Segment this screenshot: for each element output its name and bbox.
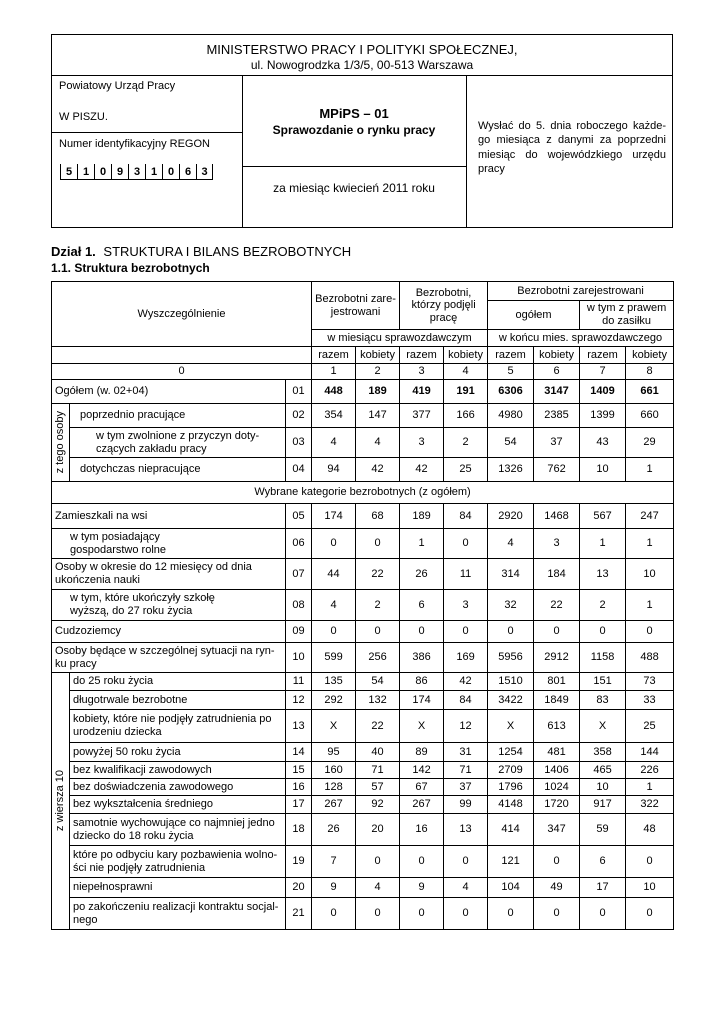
- row-number: 03: [286, 428, 312, 458]
- table-row: [52, 404, 674, 428]
- header-total: ogółem: [488, 301, 580, 330]
- regon-number: [60, 164, 213, 180]
- cell: 184: [534, 559, 580, 590]
- cell: 3: [400, 428, 444, 458]
- cell: 83: [580, 691, 626, 710]
- cell: 0: [400, 898, 444, 930]
- cell: 314: [488, 559, 534, 590]
- table-row: [52, 380, 674, 404]
- cell: 0: [626, 621, 674, 643]
- table-row: [52, 814, 674, 846]
- cell: 2912: [534, 643, 580, 673]
- cell: 0: [356, 846, 400, 878]
- cell: 10: [580, 458, 626, 482]
- cell: 1510: [488, 673, 534, 691]
- cell: 86: [400, 673, 444, 691]
- subsection-title: 1.1. Struktura bezrobotnych: [51, 261, 210, 275]
- cell: 4980: [488, 404, 534, 428]
- cell: 0: [626, 898, 674, 930]
- table-row: [52, 878, 674, 898]
- cell: 128: [312, 779, 356, 796]
- table-row: [52, 779, 674, 796]
- cell: 33: [626, 691, 674, 710]
- table-row: [52, 504, 674, 529]
- table-row: [52, 673, 674, 691]
- cell: 1406: [534, 762, 580, 779]
- col-number: 1: [312, 364, 356, 380]
- cell: 0: [356, 529, 400, 559]
- cell: 49: [534, 878, 580, 898]
- cell: 26: [312, 814, 356, 846]
- cell: 1: [626, 590, 674, 621]
- cell: 71: [444, 762, 488, 779]
- row-number: 12: [286, 691, 312, 710]
- cell: 1399: [580, 404, 626, 428]
- cell: 2709: [488, 762, 534, 779]
- cell: 481: [534, 743, 580, 762]
- row-label: bez kwalifikacji zawodowych: [70, 762, 286, 779]
- cell: 0: [444, 621, 488, 643]
- cell: 89: [400, 743, 444, 762]
- cell: 1: [626, 779, 674, 796]
- side-label: z wiersza 10: [54, 770, 67, 832]
- cell: 191: [444, 380, 488, 404]
- cell: 0: [626, 846, 674, 878]
- cell: 22: [534, 590, 580, 621]
- cell: 0: [488, 621, 534, 643]
- cell: 95: [312, 743, 356, 762]
- cell: 174: [400, 691, 444, 710]
- row-label: Ogółem (w. 02+04): [52, 380, 286, 404]
- header-center-divider: [242, 166, 466, 167]
- cell: 0: [488, 898, 534, 930]
- row-label: długotrwale bezrobotne: [70, 691, 286, 710]
- header-kobiety: kobiety: [444, 347, 488, 364]
- row-label: bez wykształcenia średniego: [70, 796, 286, 814]
- side-label-cell: [52, 404, 70, 482]
- cell: 377: [400, 404, 444, 428]
- cell: 599: [312, 643, 356, 673]
- table-row: [52, 643, 674, 673]
- header-razem: razem: [488, 347, 534, 364]
- table-row: [52, 529, 674, 559]
- header-divider: [51, 75, 673, 76]
- cell: 0: [356, 898, 400, 930]
- header-vline-1: [242, 75, 243, 228]
- cell: 2: [580, 590, 626, 621]
- col-number: 5: [488, 364, 534, 380]
- cell: 147: [356, 404, 400, 428]
- row-label: w tym zwolnione z przyczyn doty-czących zakładu pracy: [70, 428, 286, 458]
- cell: 347: [534, 814, 580, 846]
- cell: 1: [400, 529, 444, 559]
- cell: 59: [580, 814, 626, 846]
- header-kobiety: kobiety: [626, 347, 674, 364]
- cell: 7: [312, 846, 356, 878]
- cell: X: [580, 710, 626, 743]
- structure-table: [51, 281, 674, 930]
- cell: 135: [312, 673, 356, 691]
- cell: 37: [534, 428, 580, 458]
- cell: 0: [400, 621, 444, 643]
- row-number: 16: [286, 779, 312, 796]
- cell: 419: [400, 380, 444, 404]
- cell: 22: [356, 559, 400, 590]
- cell: 322: [626, 796, 674, 814]
- row-label: Osoby będące w szczególnej sytuacji na ryn-ku pracy: [52, 643, 286, 673]
- cell: 11: [444, 559, 488, 590]
- cell: 104: [488, 878, 534, 898]
- row-number: 04: [286, 458, 312, 482]
- report-period: za miesiąc kwiecień 2011 roku: [273, 181, 435, 195]
- section-title: [51, 244, 351, 259]
- header-registered-in-month: Bezrobotni zare-jestrowani: [312, 282, 400, 330]
- cell: 151: [580, 673, 626, 691]
- ministry-name: MINISTERSTWO PRACY I POLITYKI SPOŁECZNEJ,: [206, 42, 518, 57]
- cell: 42: [444, 673, 488, 691]
- table-row: [52, 796, 674, 814]
- header-employed: Bezrobotni, którzy podjęli pracę: [400, 282, 488, 330]
- row-label: do 25 roku życia: [70, 673, 286, 691]
- cell: 3422: [488, 691, 534, 710]
- cell: 92: [356, 796, 400, 814]
- cell: 762: [534, 458, 580, 482]
- ministry-address: ul. Nowogrodzka 1/3/5, 00-513 Warszawa: [250, 58, 474, 72]
- cell: 16: [400, 814, 444, 846]
- cell: 3147: [534, 380, 580, 404]
- cell: 29: [626, 428, 674, 458]
- cell: X: [400, 710, 444, 743]
- row-number: 17: [286, 796, 312, 814]
- cell: 661: [626, 380, 674, 404]
- cell: 84: [444, 691, 488, 710]
- cell: 10: [626, 559, 674, 590]
- regon-label: Numer identyfikacyjny REGON: [59, 138, 210, 150]
- col-number: 2: [356, 364, 400, 380]
- categories-heading: Wybrane kategorie bezrobotnych (z ogółem): [52, 482, 674, 504]
- row-label: które po odbyciu kary pozbawienia wolno-ści nie podjęły zatrudnienia: [70, 846, 286, 878]
- row-label: po zakończeniu realizacji kontraktu socjal-nego: [70, 898, 286, 930]
- cell: 465: [580, 762, 626, 779]
- cell: 226: [626, 762, 674, 779]
- header-description: Wyszczególnienie: [52, 282, 312, 347]
- header-vline-2: [466, 75, 467, 228]
- col-number: 6: [534, 364, 580, 380]
- cell: 57: [356, 779, 400, 796]
- row-number: 19: [286, 846, 312, 878]
- cell: 4: [488, 529, 534, 559]
- cell: 121: [488, 846, 534, 878]
- table-row: [52, 428, 674, 458]
- cell: 17: [580, 878, 626, 898]
- cell: 37: [444, 779, 488, 796]
- row-number: 05: [286, 504, 312, 529]
- cell: 4: [312, 428, 356, 458]
- header-period-month: w miesiącu sprawozdawczym: [312, 330, 488, 347]
- table-row: [52, 559, 674, 590]
- form-title: Sprawozdanie o rynku pracy: [272, 123, 436, 137]
- cell: 12: [444, 710, 488, 743]
- regon-digit: 1: [145, 164, 162, 180]
- cell: 42: [400, 458, 444, 482]
- cell: 0: [580, 898, 626, 930]
- table-row: [52, 762, 674, 779]
- cell: 68: [356, 504, 400, 529]
- cell: 1024: [534, 779, 580, 796]
- col-number: 4: [444, 364, 488, 380]
- row-label: powyżej 50 roku życia: [70, 743, 286, 762]
- side-label-cell: [52, 673, 70, 930]
- row-label: niepełnosprawni: [70, 878, 286, 898]
- section-number: Dział 1.: [51, 244, 96, 259]
- row-label: samotnie wychowujące co najmniej jedno dziecko do 18 roku życia: [70, 814, 286, 846]
- row-number: 01: [286, 380, 312, 404]
- cell: 247: [626, 504, 674, 529]
- cell: 43: [580, 428, 626, 458]
- cell: 22: [356, 710, 400, 743]
- cell: 801: [534, 673, 580, 691]
- table-row: [52, 898, 674, 930]
- cell: 1468: [534, 504, 580, 529]
- cell: 414: [488, 814, 534, 846]
- row-label: poprzednio pracujące: [70, 404, 286, 428]
- cell: 54: [488, 428, 534, 458]
- cell: 1409: [580, 380, 626, 404]
- cell: 1: [580, 529, 626, 559]
- cell: 613: [534, 710, 580, 743]
- col-number: 0: [52, 364, 312, 380]
- row-number: 20: [286, 878, 312, 898]
- regon-digit: 0: [94, 164, 111, 180]
- cell: 71: [356, 762, 400, 779]
- cell: 0: [534, 846, 580, 878]
- cell: 1326: [488, 458, 534, 482]
- row-number: 08: [286, 590, 312, 621]
- row-number: 09: [286, 621, 312, 643]
- cell: 160: [312, 762, 356, 779]
- table-row: [52, 621, 674, 643]
- row-label: Cudzoziemcy: [52, 621, 286, 643]
- cell: 73: [626, 673, 674, 691]
- cell: 67: [400, 779, 444, 796]
- row-label: Zamieszkali na wsi: [52, 504, 286, 529]
- cell: 4: [356, 428, 400, 458]
- cell: 189: [356, 380, 400, 404]
- row-label: Osoby w okresie do 12 miesięcy od dnia ukończenia nauki: [52, 559, 286, 590]
- cell: 84: [444, 504, 488, 529]
- regon-digit: 9: [111, 164, 128, 180]
- cell: 25: [444, 458, 488, 482]
- cell: 13: [444, 814, 488, 846]
- row-label: w tym posiadający gospodarstwo rolne: [52, 529, 286, 559]
- cell: 25: [626, 710, 674, 743]
- cell: X: [488, 710, 534, 743]
- cell: 26: [400, 559, 444, 590]
- cell: 4: [356, 878, 400, 898]
- office-name: Powiatowy Urząd Pracy: [59, 80, 176, 92]
- cell: 354: [312, 404, 356, 428]
- cell: 42: [356, 458, 400, 482]
- cell: 2: [444, 428, 488, 458]
- cell: 0: [356, 621, 400, 643]
- cell: 660: [626, 404, 674, 428]
- table-row: [52, 743, 674, 762]
- submission-instructions: Wysłać do 5. dnia roboczego każde-go miesiąca z danymi za poprzedni miesiąc do wojewódzkiego urzędu pracy: [478, 120, 666, 175]
- row-number: 11: [286, 673, 312, 691]
- cell: 13: [580, 559, 626, 590]
- cell: 6: [580, 846, 626, 878]
- cell: 0: [444, 846, 488, 878]
- row-number: 18: [286, 814, 312, 846]
- cell: 0: [312, 898, 356, 930]
- cell: 0: [312, 529, 356, 559]
- cell: 0: [444, 529, 488, 559]
- regon-digit: 6: [179, 164, 196, 180]
- row-number: 13: [286, 710, 312, 743]
- section-name: STRUKTURA I BILANS BEZROBOTNYCH: [103, 244, 352, 259]
- table-row: [52, 691, 674, 710]
- header-razem: razem: [312, 347, 356, 364]
- cell: 2385: [534, 404, 580, 428]
- cell: 4148: [488, 796, 534, 814]
- row-number: 02: [286, 404, 312, 428]
- cell: 99: [444, 796, 488, 814]
- side-label: z tego osoby: [54, 411, 67, 474]
- cell: 32: [488, 590, 534, 621]
- row-number: 10: [286, 643, 312, 673]
- header-spacer: [52, 347, 312, 364]
- cell: 358: [580, 743, 626, 762]
- cell: 48: [626, 814, 674, 846]
- row-label: bez doświadczenia zawodowego: [70, 779, 286, 796]
- cell: 10: [580, 779, 626, 796]
- row-number: 15: [286, 762, 312, 779]
- col-number: 7: [580, 364, 626, 380]
- cell: 1849: [534, 691, 580, 710]
- cell: 6306: [488, 380, 534, 404]
- table-row: [52, 458, 674, 482]
- cell: 267: [400, 796, 444, 814]
- cell: 1254: [488, 743, 534, 762]
- cell: 169: [444, 643, 488, 673]
- row-number: 06: [286, 529, 312, 559]
- form-code: MPiPS – 01: [319, 106, 389, 121]
- cell: 9: [312, 878, 356, 898]
- cell: 20: [356, 814, 400, 846]
- header-kobiety: kobiety: [534, 347, 580, 364]
- regon-digit: 5: [60, 164, 77, 180]
- table-row: [52, 710, 674, 743]
- cell: 1158: [580, 643, 626, 673]
- cell: 2: [356, 590, 400, 621]
- cell: 2920: [488, 504, 534, 529]
- cell: 386: [400, 643, 444, 673]
- cell: 31: [444, 743, 488, 762]
- office-city: W PISZU.: [59, 111, 108, 123]
- cell: 44: [312, 559, 356, 590]
- cell: 4: [312, 590, 356, 621]
- cell: 292: [312, 691, 356, 710]
- cell: 94: [312, 458, 356, 482]
- header-registered: Bezrobotni zarejestrowani: [488, 282, 674, 301]
- cell: 0: [444, 898, 488, 930]
- cell: 5956: [488, 643, 534, 673]
- cell: 40: [356, 743, 400, 762]
- cell: 488: [626, 643, 674, 673]
- row-label: w tym, które ukończyły szkołę wyższą, do 27 roku życia: [52, 590, 286, 621]
- cell: 1: [626, 458, 674, 482]
- regon-digit: 3: [196, 164, 213, 180]
- cell: 166: [444, 404, 488, 428]
- regon-digit: 1: [77, 164, 94, 180]
- col-number: 8: [626, 364, 674, 380]
- regon-digit: 0: [162, 164, 179, 180]
- header-left-divider: [51, 132, 242, 133]
- header-razem: razem: [400, 347, 444, 364]
- cell: 9: [400, 878, 444, 898]
- row-label: dotychczas niepracujące: [70, 458, 286, 482]
- cell: 0: [400, 846, 444, 878]
- cell: 567: [580, 504, 626, 529]
- cell: 267: [312, 796, 356, 814]
- cell: 6: [400, 590, 444, 621]
- cell: 1796: [488, 779, 534, 796]
- cell: 256: [356, 643, 400, 673]
- cell: 0: [534, 621, 580, 643]
- cell: 54: [356, 673, 400, 691]
- regon-digit: 3: [128, 164, 145, 180]
- header-with-benefit: w tym z prawem do zasiłku: [580, 301, 674, 330]
- col-number: 3: [400, 364, 444, 380]
- cell: 132: [356, 691, 400, 710]
- cell: 189: [400, 504, 444, 529]
- cell: 10: [626, 878, 674, 898]
- cell: 448: [312, 380, 356, 404]
- row-label: kobiety, które nie podjęły zatrudnienia po urodzeniu dziecka: [70, 710, 286, 743]
- header-period-end: w końcu mies. sprawozdawczego: [488, 330, 674, 347]
- cell: 1: [626, 529, 674, 559]
- cell: 3: [534, 529, 580, 559]
- row-number: 07: [286, 559, 312, 590]
- cell: 144: [626, 743, 674, 762]
- cell: 174: [312, 504, 356, 529]
- cell: 142: [400, 762, 444, 779]
- cell: 3: [444, 590, 488, 621]
- cell: 4: [444, 878, 488, 898]
- cell: 0: [580, 621, 626, 643]
- table-row: [52, 590, 674, 621]
- cell: X: [312, 710, 356, 743]
- row-number: 21: [286, 898, 312, 930]
- row-number: 14: [286, 743, 312, 762]
- cell: 0: [312, 621, 356, 643]
- cell: 1720: [534, 796, 580, 814]
- cell: 917: [580, 796, 626, 814]
- header-razem: razem: [580, 347, 626, 364]
- cell: 0: [534, 898, 580, 930]
- header-kobiety: kobiety: [356, 347, 400, 364]
- table-row: [52, 846, 674, 878]
